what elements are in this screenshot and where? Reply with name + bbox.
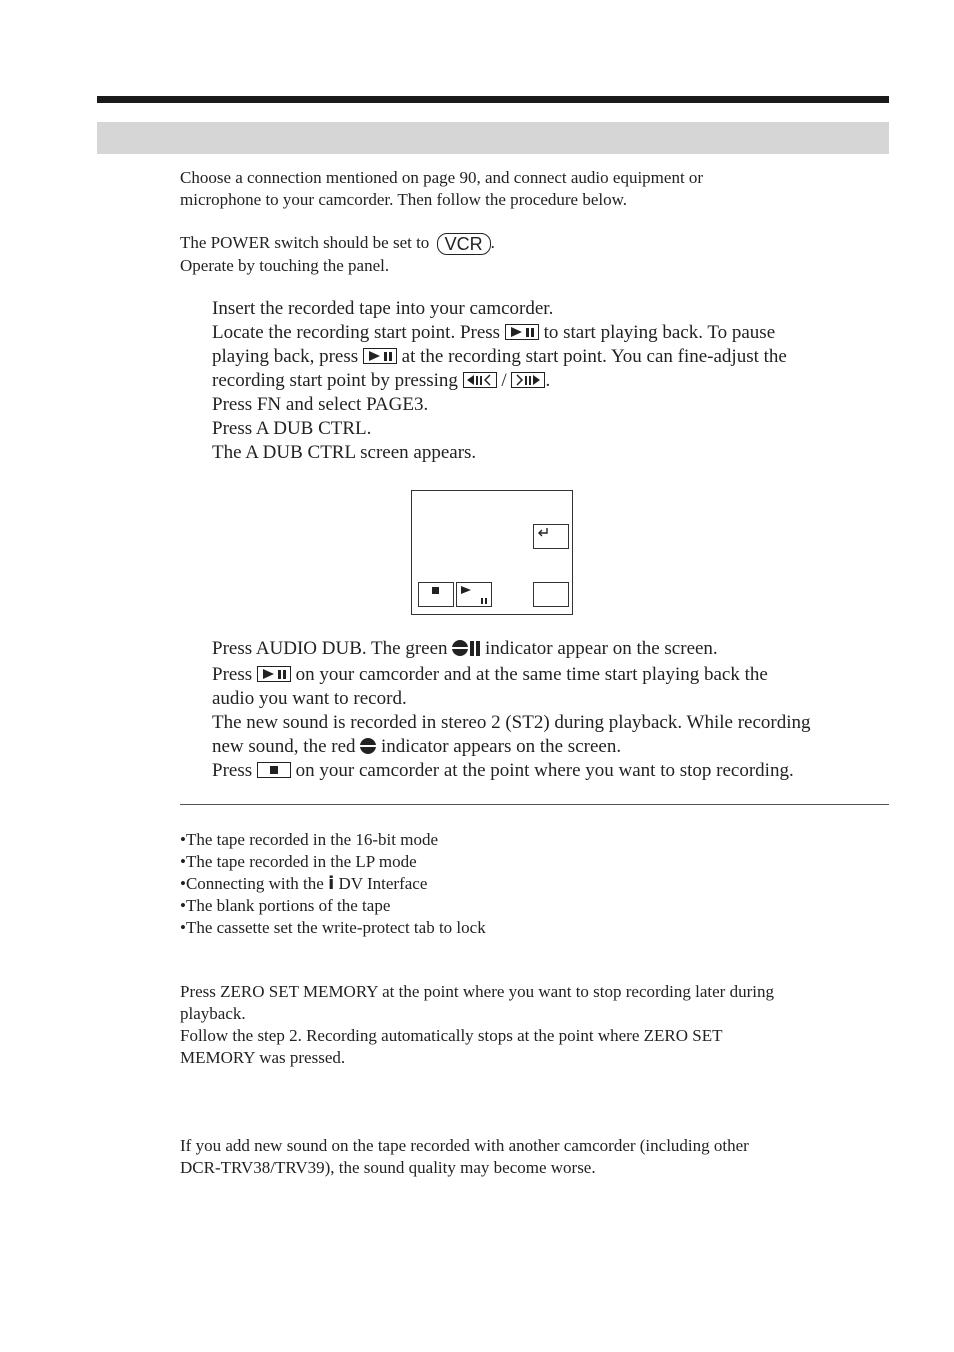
play-pause-button-icon bbox=[363, 348, 397, 364]
step-line: Press A DUB CTRL. bbox=[212, 418, 372, 439]
frame-forward-button-icon bbox=[511, 372, 545, 388]
play-pause-button bbox=[456, 582, 492, 607]
step-text: indicator appears on the screen. bbox=[381, 736, 622, 757]
top-rule bbox=[97, 96, 889, 103]
stop-button bbox=[418, 582, 454, 607]
step-line bbox=[212, 321, 892, 345]
list-item: •The tape recorded in the 16-bit mode bbox=[180, 830, 439, 849]
sound-quality-paragraph bbox=[180, 1135, 749, 1179]
slash: / bbox=[501, 370, 507, 391]
step-line bbox=[212, 369, 892, 393]
power-line bbox=[180, 232, 495, 255]
step-line bbox=[212, 345, 892, 369]
step-text: at the recording start point. You can fine-adjust the bbox=[401, 346, 787, 367]
power-period: . bbox=[490, 233, 495, 252]
step-text: to start playing back. To pause bbox=[543, 322, 776, 343]
step-line bbox=[212, 735, 892, 759]
record-icon bbox=[360, 738, 376, 754]
record-icon bbox=[452, 640, 468, 656]
step-line: Press FN and select PAGE3. bbox=[212, 394, 429, 415]
text-line: DCR-TRV38/TRV39), the sound quality may become worse. bbox=[180, 1158, 596, 1177]
text-line: If you add new sound on the tape recorded with another camcorder (including other bbox=[180, 1136, 749, 1155]
step-text: Press AUDIO DUB. The green bbox=[212, 638, 448, 659]
pause-icon bbox=[468, 639, 480, 663]
vcr-mode-badge: VCR bbox=[437, 233, 491, 255]
step-text: Press bbox=[212, 664, 253, 685]
play-pause-button-icon bbox=[505, 324, 539, 340]
step-text: on your camcorder and at the same time start playing back the bbox=[295, 664, 768, 685]
intro-line: microphone to your camcorder. Then follow the procedure below. bbox=[180, 190, 628, 209]
power-text: The POWER switch should be set to bbox=[180, 233, 430, 252]
play-pause-icon bbox=[457, 583, 491, 606]
steps-block-a bbox=[212, 297, 892, 465]
notes-list bbox=[180, 829, 486, 939]
step-line bbox=[212, 663, 892, 687]
zero-set-paragraph bbox=[180, 981, 774, 1069]
step-line: The A DUB CTRL screen appears. bbox=[212, 442, 477, 463]
return-button bbox=[533, 524, 569, 549]
frame-back-button-icon bbox=[463, 372, 497, 388]
step-text: indicator appear on the screen. bbox=[485, 638, 718, 659]
list-item: •The blank portions of the tape bbox=[180, 896, 391, 915]
stop-icon bbox=[432, 587, 439, 594]
step-line bbox=[212, 637, 892, 663]
step-line: Insert the recorded tape into your camcorder. bbox=[212, 298, 554, 319]
intro-line: Choose a connection mentioned on page 90, and connect audio equipment or bbox=[180, 168, 704, 187]
section-header-bar bbox=[97, 122, 889, 154]
steps-block-b bbox=[212, 637, 892, 783]
step-text: . bbox=[545, 370, 551, 391]
text-line: playback. bbox=[180, 1004, 246, 1023]
step-text: new sound, the red bbox=[212, 736, 356, 757]
step-line: audio you want to record. bbox=[212, 688, 407, 709]
section-divider bbox=[180, 804, 889, 805]
play-pause-button-icon bbox=[257, 666, 291, 682]
step-text: Press bbox=[212, 760, 253, 781]
list-item: •The cassette set the write-protect tab to lock bbox=[180, 918, 486, 937]
stop-button-icon bbox=[257, 762, 291, 778]
step-text: recording start point by pressing bbox=[212, 370, 458, 391]
audio-dub-button bbox=[533, 582, 569, 607]
step-text: on your camcorder at the point where you want to stop recording. bbox=[295, 760, 794, 781]
list-item: •The tape recorded in the LP mode bbox=[180, 852, 417, 871]
step-line bbox=[212, 759, 892, 783]
setup-paragraph bbox=[180, 232, 495, 277]
operate-text: Operate by touching the panel. bbox=[180, 256, 390, 275]
text-line: MEMORY was pressed. bbox=[180, 1048, 346, 1067]
step-line: The new sound is recorded in stereo 2 (ST2) during playback. While recording bbox=[212, 712, 811, 733]
step-text: Locate the recording start point. Press bbox=[212, 322, 501, 343]
return-icon bbox=[537, 527, 551, 539]
a-dub-ctrl-screen bbox=[411, 490, 573, 615]
i-link-icon: i bbox=[328, 873, 335, 894]
intro-paragraph bbox=[180, 167, 703, 211]
text-line: Follow the step 2. Recording automatically stops at the point where ZERO SET bbox=[180, 1026, 723, 1045]
text-line: Press ZERO SET MEMORY at the point where you want to stop recording later during bbox=[180, 982, 774, 1001]
step-text: playing back, press bbox=[212, 346, 359, 367]
list-item: •Connecting with the i DV Interface bbox=[180, 873, 428, 894]
